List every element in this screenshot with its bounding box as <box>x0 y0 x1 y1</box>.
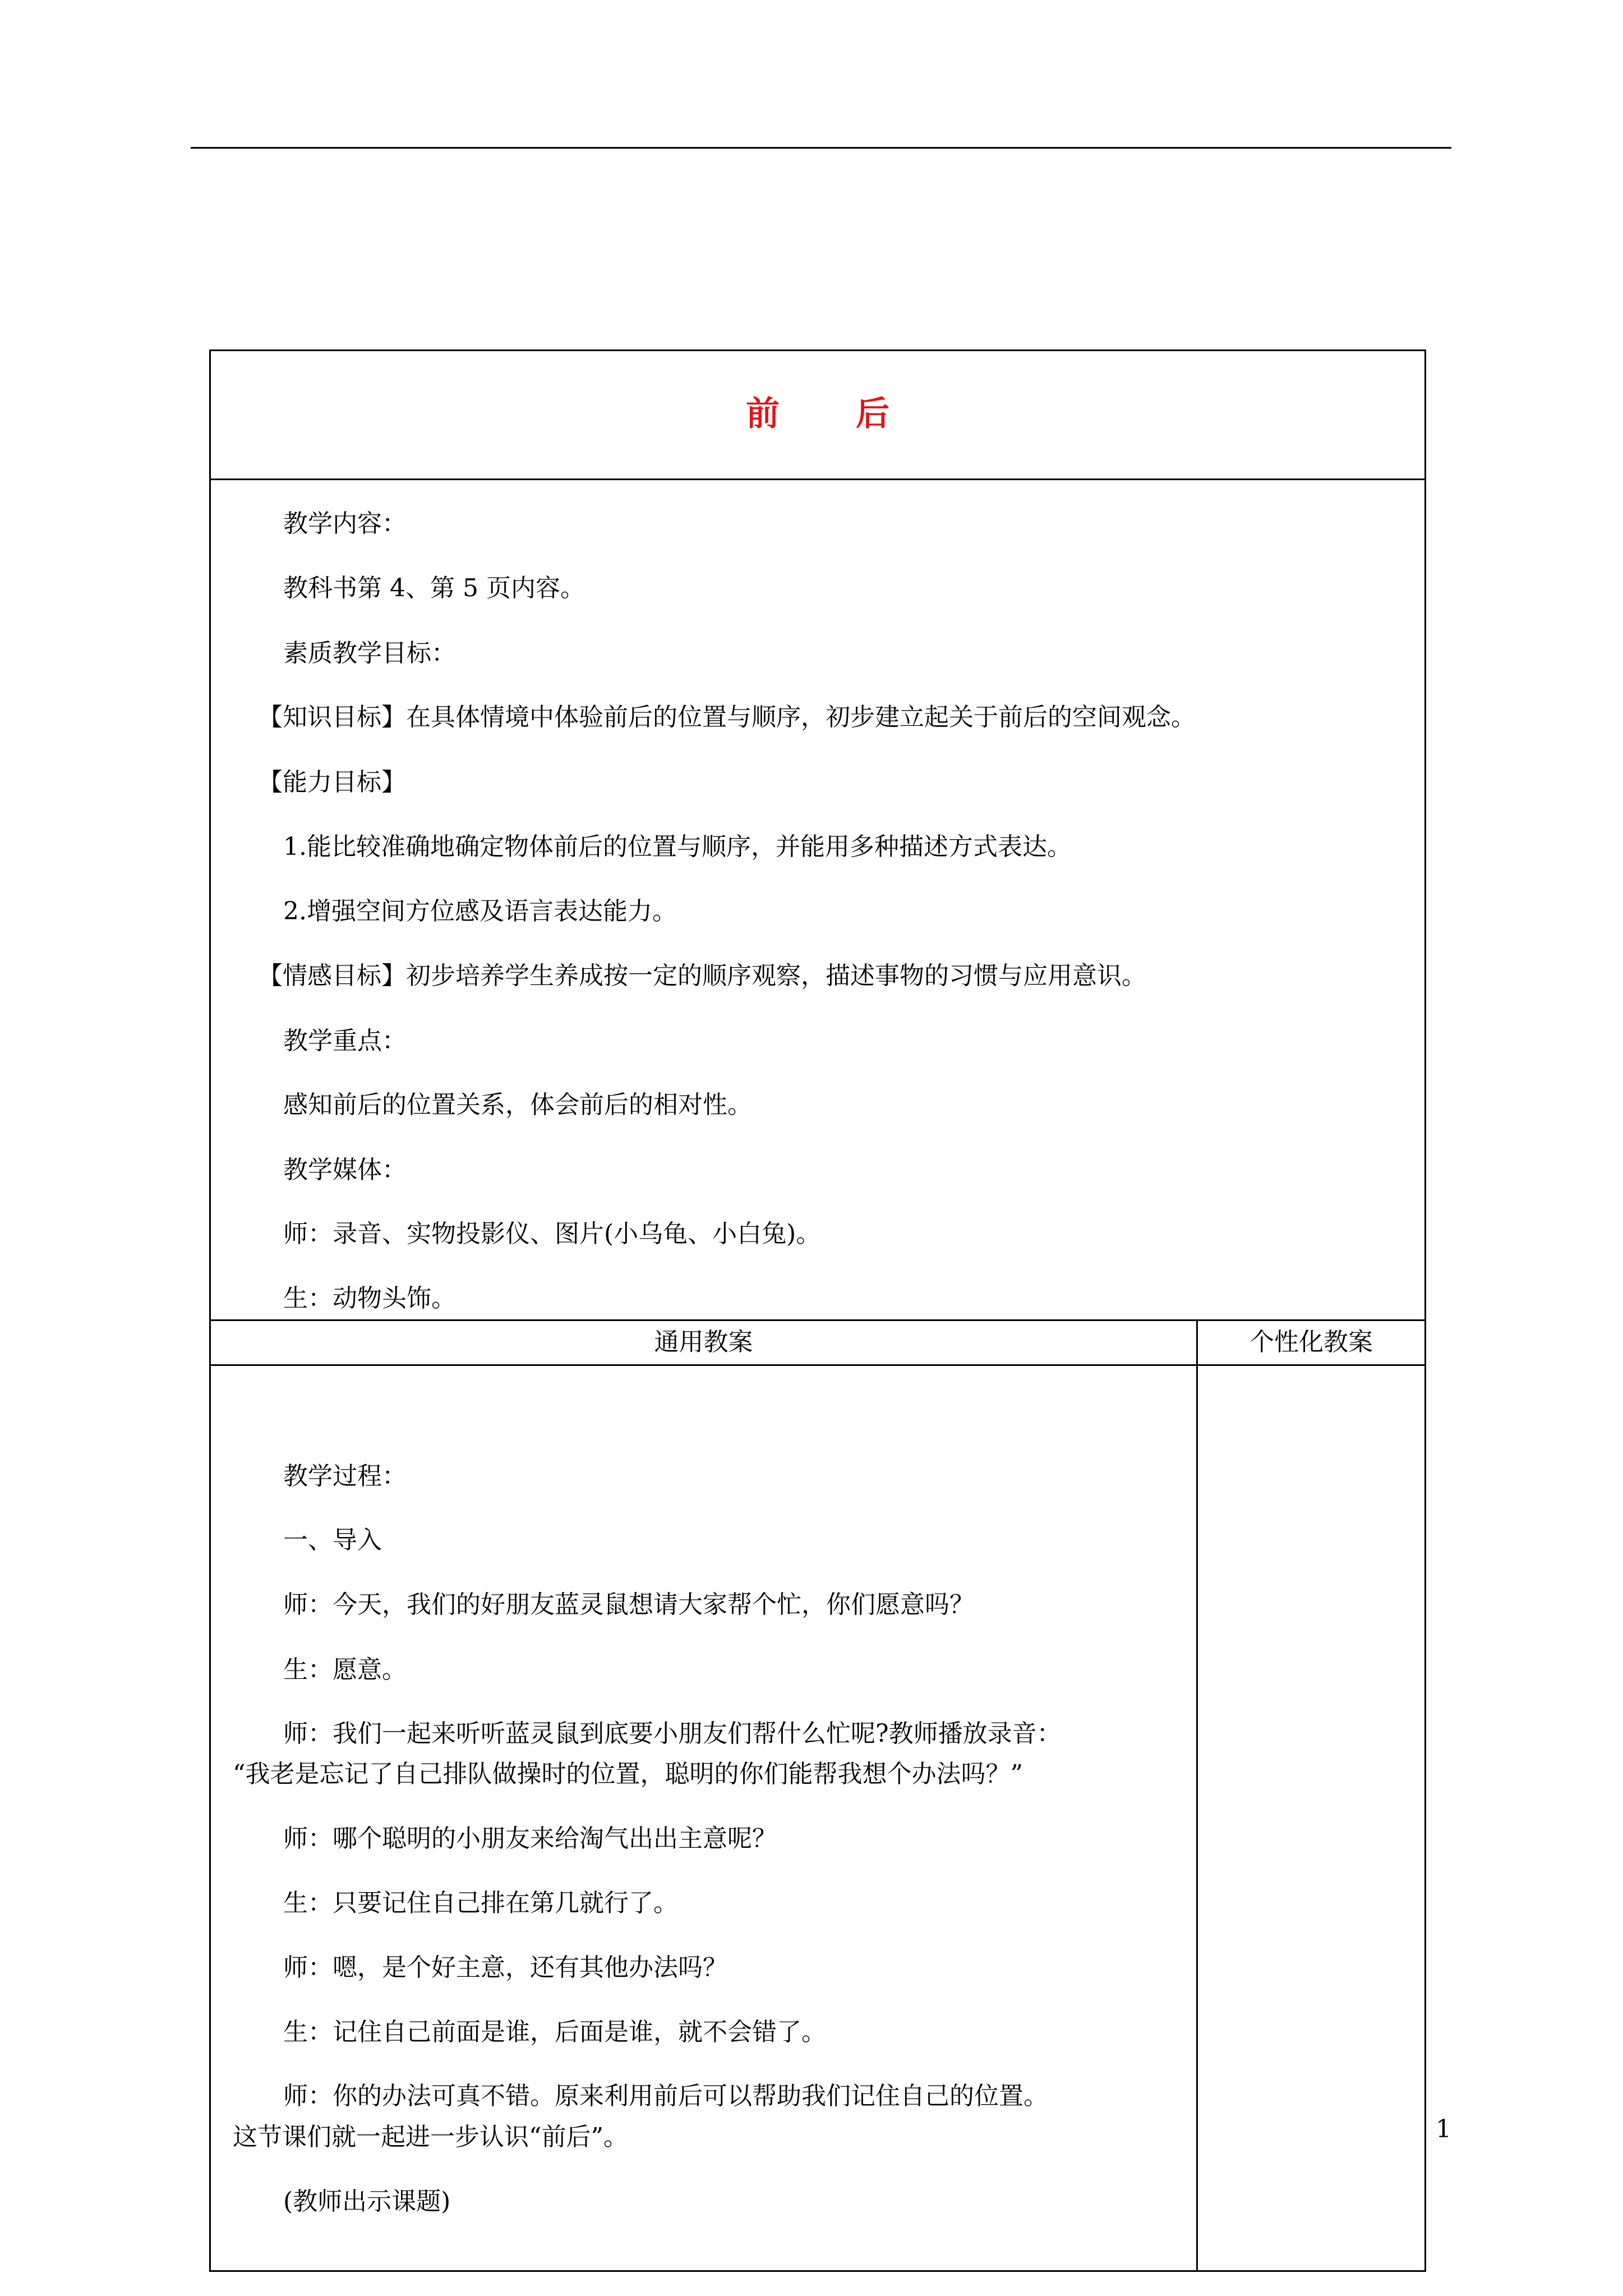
column-header-general: 通用教案 <box>654 1328 753 1356</box>
header-rule <box>191 147 1451 149</box>
process-line: 师：哪个聪明的小朋友来给淘气出出主意呢？ <box>283 1824 777 1853</box>
page-title <box>209 387 1426 435</box>
process-line: 教学过程： <box>283 1462 407 1490</box>
process-line: 师：我们一起来听听蓝灵鼠到底要小朋友们帮什么忙呢?教师播放录音： <box>283 1719 1062 1748</box>
title-char-1: 前 <box>746 394 780 434</box>
process-line: 生：记住自己前面是谁，后面是谁，就不会错了。 <box>283 2018 826 2046</box>
intro-divider <box>209 1319 1426 1321</box>
emotion-goal: 【情感目标】初步培养学生养成按一定的顺序观察，描述事物的习惯与应用意识。 <box>258 961 1146 990</box>
process-line: 一、导入 <box>283 1526 382 1554</box>
intro-line: 2.增强空间方位感及语言表达能力。 <box>283 897 677 926</box>
knowledge-goal: 【知识目标】在具体情境中体验前后的位置与顺序，初步建立起关于前后的空间观念。 <box>258 703 1196 731</box>
column-divider <box>1196 1319 1198 2272</box>
intro-line: 感知前后的位置关系，体会前后的相对性。 <box>283 1091 752 1119</box>
column-header-divider <box>209 1364 1426 1366</box>
intro-line: 教学内容： <box>283 509 407 538</box>
intro-line: 1.能比较准确地确定物体前后的位置与顺序，并能用多种描述方式表达。 <box>283 832 1072 861</box>
intro-line: 教学媒体： <box>283 1156 407 1184</box>
process-line: 师：今天，我们的好朋友蓝灵鼠想请大家帮个忙，你们愿意吗？ <box>283 1590 974 1619</box>
intro-line: 师：录音、实物投影仪、图片(小乌龟、小白兔)。 <box>283 1220 821 1248</box>
process-line: 生：只要记住自己排在第几就行了。 <box>283 1889 678 1917</box>
process-line: (教师出示课题) <box>283 2187 451 2216</box>
process-line: 这节课们就一起进一步认识“前后”。 <box>233 2123 628 2151</box>
process-line: “我老是忘记了自己排队做操时的位置，聪明的你们能帮我想个办法吗？” <box>233 1760 1023 1788</box>
process-line: 师：嗯，是个好主意，还有其他办法吗？ <box>283 1953 727 1982</box>
title-char-2: 后 <box>856 394 889 434</box>
intro-line: 教学重点： <box>283 1027 407 1055</box>
intro-line: 教科书第 4、第 5 页内容。 <box>283 574 585 602</box>
column-header-personal: 个性化教案 <box>1249 1328 1373 1356</box>
process-line: 生：愿意。 <box>283 1655 407 1684</box>
page-number: 1 <box>1436 2115 1451 2143</box>
title-divider <box>209 478 1426 480</box>
intro-line: 生：动物头饰。 <box>283 1284 456 1313</box>
ability-goal-heading: 【能力目标】 <box>258 768 406 797</box>
process-line: 师：你的办法可真不错。原来利用前后可以帮助我们记住自己的位置。 <box>283 2082 1048 2110</box>
intro-line: 素质教学目标： <box>283 639 456 668</box>
